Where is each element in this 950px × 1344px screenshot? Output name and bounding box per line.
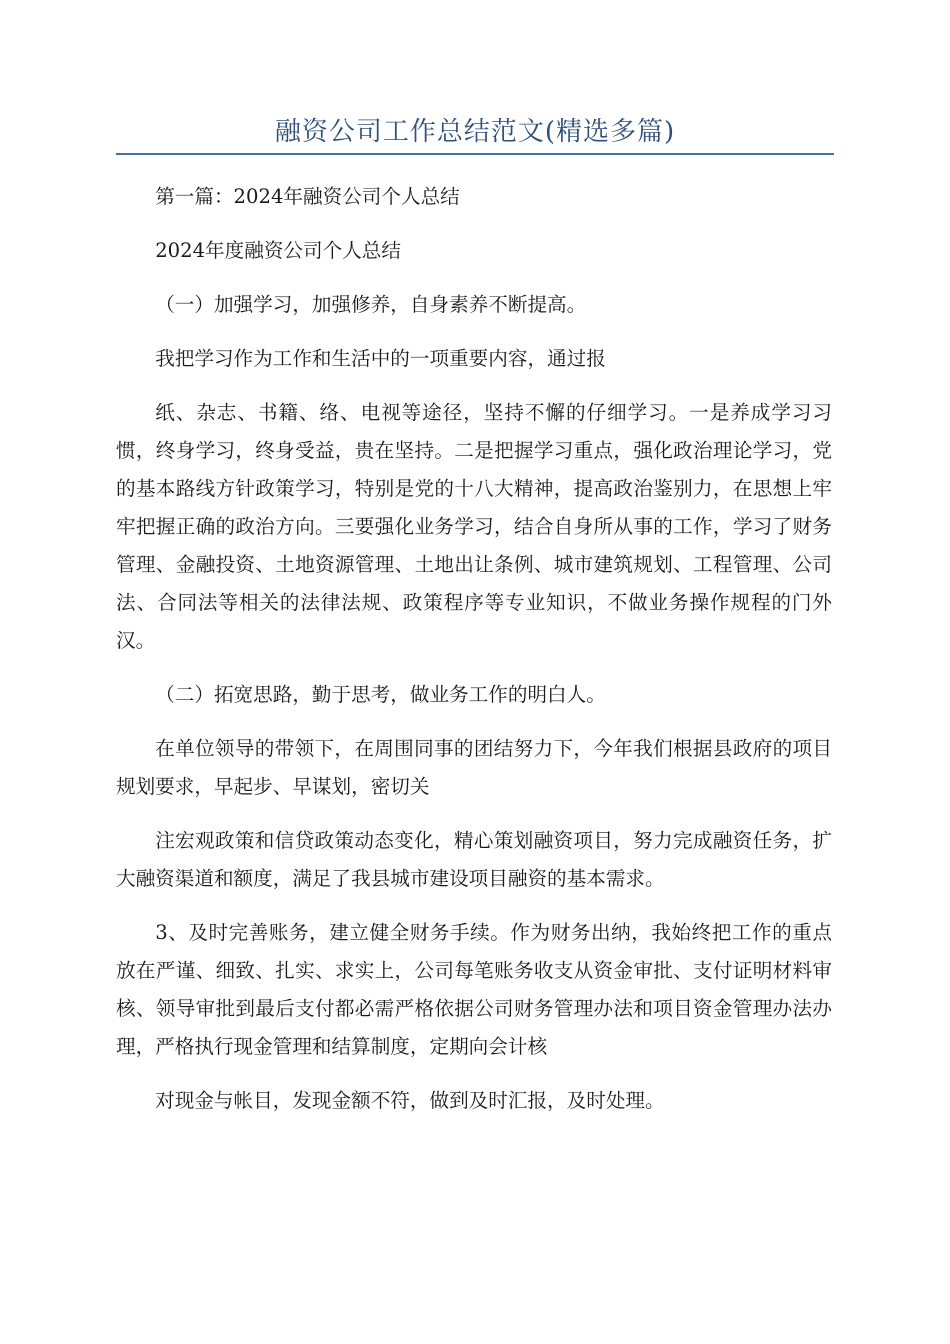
document-body bbox=[116, 178, 832, 1136]
paragraph: 在单位领导的带领下，在周围同事的团结努力下，今年我们根据县政府的项目规划要求，早起步、早谋划，密切关 bbox=[116, 737, 832, 798]
paragraph: 3、及时完善账务，建立健全财务手续。作为财务出纳，我始终把工作的重点放在严谨、细致、扎实、求实上，公司每笔账务收支从资金审批、支付证明材料审核、领导审批到最后支付都必需严格依据公司财务管理办法和项目资金管理办法办理，严格执行现金管理和结算制度，定期向会计核 bbox=[116, 921, 832, 1058]
paragraph: 我把学习作为工作和生活中的一项重要内容，通过报 bbox=[155, 347, 606, 370]
section-heading: （一）加强学习，加强修养，自身素养不断提高。 bbox=[155, 293, 587, 316]
subtitle: 2024年度融资公司个人总结 bbox=[155, 239, 401, 262]
document-title: 融资公司工作总结范文(精选多篇) bbox=[274, 117, 676, 147]
paragraph: 注宏观政策和信贷政策动态变化，精心策划融资项目，努力完成融资任务，扩大融资渠道和额度，满足了我县城市建设项目融资的基本需求。 bbox=[116, 829, 832, 890]
paragraph: 纸、杂志、书籍、络、电视等途径，坚持不懈的仔细学习。一是养成学习习惯，终身学习，终身受益，贵在坚持。二是把握学习重点，强化政治理论学习，党的基本路线方针政策学习，特别是党的十八大精神，提高政治鉴别力，在思想上牢牢把握正确的政治方向。三要强化业务学习，结合自身所从事的工作，学习了财务管理、金融投资、土地资源管理、土地出让条例、城市建筑规划、工程管理、公司法、合同法等相关的法律法规、政策程序等专业知识，不做业务操作规程的门外汉。 bbox=[116, 401, 832, 652]
section-heading: 第一篇：2024年融资公司个人总结 bbox=[155, 185, 460, 208]
section-heading: （二）拓宽思路，勤于思考，做业务工作的明白人。 bbox=[155, 683, 606, 706]
paragraph: 对现金与帐目，发现金额不符，做到及时汇报，及时处理。 bbox=[155, 1089, 665, 1112]
title-underline bbox=[116, 153, 834, 155]
